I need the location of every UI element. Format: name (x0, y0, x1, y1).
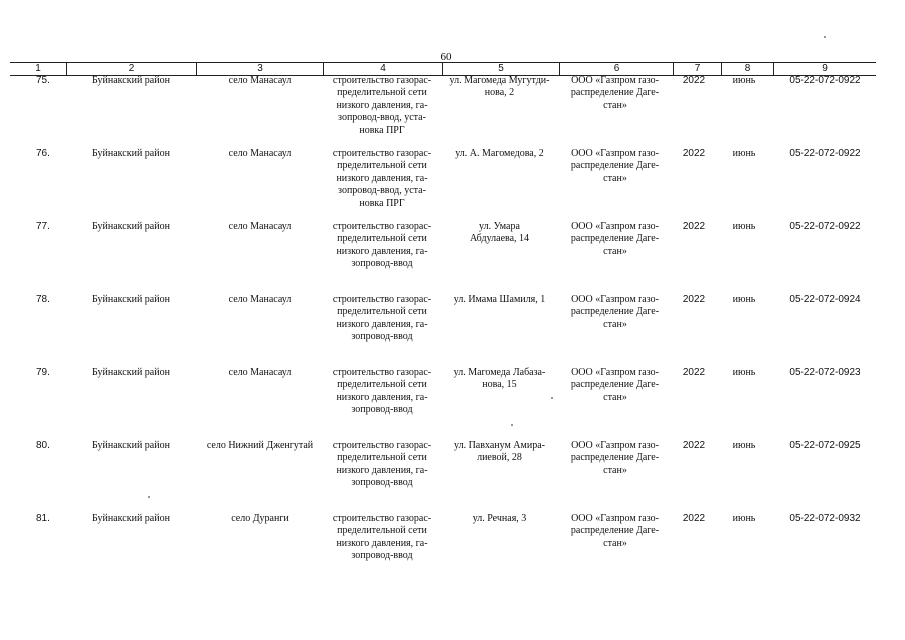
organization-line: распределение Даге- (570, 525, 660, 537)
organization-line: стан» (603, 172, 627, 184)
code-cell: 05-22-072-0932 (789, 513, 861, 524)
work-line: строительство газорас- (332, 221, 432, 232)
work-line: низкого давления, га- (336, 245, 428, 257)
table-row (10, 513, 876, 586)
organization-line: ООО «Газпром газо- (571, 148, 659, 159)
organization-cell (560, 75, 670, 112)
work-line: зопровод-ввод, уста- (338, 185, 426, 197)
work-line: зопровод-ввод (351, 550, 413, 562)
work-line: строительство газорас- (332, 75, 432, 86)
address-line: лиевой, 28 (477, 452, 522, 464)
settlement-cell: село Манасаул (228, 367, 292, 378)
row-number: 78. (36, 294, 50, 305)
organization-cell (560, 148, 670, 185)
code-cell: 05-22-072-0922 (789, 75, 861, 86)
address-cell (442, 440, 557, 465)
work-line: зопровод-ввод (351, 258, 413, 270)
district-cell: Буйнакский район (92, 440, 170, 451)
address-cell (442, 294, 557, 306)
organization-line: распределение Даге- (570, 452, 660, 464)
column-number-4: 4 (323, 63, 442, 75)
district-cell: Буйнакский район (92, 75, 170, 86)
organization-cell (560, 440, 670, 477)
scan-speck (511, 424, 513, 426)
table-row (10, 75, 876, 148)
address-line: ул. Магомеда Лабаза- (453, 367, 546, 378)
row-number: 81. (36, 513, 50, 524)
column-number-6: 6 (559, 63, 673, 75)
code-cell: 05-22-072-0925 (789, 440, 861, 451)
code-cell: 05-22-072-0922 (789, 148, 861, 159)
page-number: 60 (440, 51, 452, 63)
organization-line: распределение Даге- (570, 306, 660, 318)
organization-line: стан» (603, 537, 627, 549)
organization-cell (560, 513, 670, 550)
code-cell: 05-22-072-0923 (789, 367, 861, 378)
organization-cell (560, 294, 670, 331)
work-line: пределительной сети (337, 525, 427, 537)
settlement-cell: село Манасаул (228, 148, 292, 159)
work-line: низкого давления, га- (336, 172, 428, 184)
work-description-cell (323, 367, 441, 417)
code-cell: 05-22-072-0922 (789, 221, 861, 232)
organization-line: распределение Даге- (570, 160, 660, 172)
column-number-7: 7 (673, 63, 721, 75)
organization-line: распределение Даге- (570, 233, 660, 245)
work-line: новка ПРГ (359, 124, 405, 136)
district-cell: Буйнакский район (92, 367, 170, 378)
address-line: Абдулаева, 14 (469, 233, 530, 245)
work-line: низкого давления, га- (336, 99, 428, 111)
organization-line: стан» (603, 464, 627, 476)
table-row (10, 294, 876, 367)
work-line: зопровод-ввод (351, 477, 413, 489)
scan-speck (824, 36, 826, 38)
column-number-8: 8 (721, 63, 773, 75)
work-line: строительство газорас- (332, 367, 432, 378)
organization-line: ООО «Газпром газо- (571, 440, 659, 451)
scan-speck (148, 496, 150, 498)
organization-line: ООО «Газпром газо- (571, 75, 659, 86)
work-line: пределительной сети (337, 160, 427, 172)
district-cell: Буйнакский район (92, 148, 170, 159)
column-number-9: 9 (773, 63, 876, 75)
organization-line: ООО «Газпром газо- (571, 294, 659, 305)
work-line: зопровод-ввод (351, 331, 413, 343)
organization-cell (560, 367, 670, 404)
district-cell: Буйнакский район (92, 513, 170, 524)
address-line: нова, 2 (484, 87, 515, 99)
year-cell: 2022 (682, 221, 706, 232)
address-cell (442, 148, 557, 160)
work-line: низкого давления, га- (336, 537, 428, 549)
settlement-cell: село Нижний Дженгутай (206, 440, 314, 451)
address-line: нова, 15 (482, 379, 517, 391)
address-line: ул. Павханум Амира- (454, 440, 545, 451)
row-number: 79. (36, 367, 50, 378)
month-cell: июнь (732, 513, 756, 524)
organization-line: ООО «Газпром газо- (571, 513, 659, 524)
column-number-5: 5 (442, 63, 559, 75)
table-row (10, 221, 876, 294)
work-description-cell (323, 513, 441, 563)
code-cell: 05-22-072-0924 (789, 294, 861, 305)
work-line: зопровод-ввод, уста- (338, 112, 426, 124)
work-line: низкого давления, га- (336, 318, 428, 330)
work-line: пределительной сети (337, 233, 427, 245)
organization-line: стан» (603, 318, 627, 330)
organization-line: стан» (603, 99, 627, 111)
table-row (10, 367, 876, 440)
year-cell: 2022 (682, 440, 706, 451)
row-number: 76. (36, 148, 50, 159)
work-description-cell (323, 75, 441, 137)
row-number: 77. (36, 221, 50, 232)
settlement-cell: село Манасаул (228, 221, 292, 232)
month-cell: июнь (732, 294, 756, 305)
year-cell: 2022 (682, 513, 706, 524)
address-line: ул. Имама Шамиля, 1 (453, 294, 546, 305)
work-line: пределительной сети (337, 379, 427, 391)
address-cell (442, 513, 557, 525)
month-cell: июнь (732, 75, 756, 86)
organization-line: стан» (603, 245, 627, 257)
scan-speck (551, 397, 553, 399)
work-line: строительство газорас- (332, 440, 432, 451)
month-cell: июнь (732, 221, 756, 232)
work-line: пределительной сети (337, 306, 427, 318)
row-number: 80. (36, 440, 50, 451)
month-cell: июнь (732, 440, 756, 451)
address-cell (442, 75, 557, 100)
table-row (10, 148, 876, 221)
month-cell: июнь (732, 367, 756, 378)
work-line: зопровод-ввод (351, 404, 413, 416)
work-line: пределительной сети (337, 87, 427, 99)
settlement-cell: село Манасаул (228, 294, 292, 305)
address-cell (442, 367, 557, 392)
work-description-cell (323, 440, 441, 490)
organization-line: распределение Даге- (570, 379, 660, 391)
year-cell: 2022 (682, 148, 706, 159)
month-cell: июнь (732, 148, 756, 159)
address-line: ул. Магомеда Мугутди- (449, 75, 550, 86)
district-cell: Буйнакский район (92, 221, 170, 232)
organization-line: стан» (603, 391, 627, 403)
year-cell: 2022 (682, 294, 706, 305)
year-cell: 2022 (682, 367, 706, 378)
organization-line: ООО «Газпром газо- (571, 221, 659, 232)
column-number-2: 2 (66, 63, 196, 75)
work-line: строительство газорас- (332, 294, 432, 305)
work-description-cell (323, 294, 441, 344)
organization-line: распределение Даге- (570, 87, 660, 99)
column-number-header (10, 62, 876, 76)
address-cell (442, 221, 557, 246)
table-row (10, 440, 876, 513)
work-description-cell (323, 148, 441, 210)
column-number-1: 1 (35, 63, 41, 74)
work-line: низкого давления, га- (336, 391, 428, 403)
district-cell: Буйнакский район (92, 294, 170, 305)
work-line: новка ПРГ (359, 197, 405, 209)
work-line: низкого давления, га- (336, 464, 428, 476)
work-description-cell (323, 221, 441, 271)
organization-line: ООО «Газпром газо- (571, 367, 659, 378)
work-line: пределительной сети (337, 452, 427, 464)
work-line: строительство газорас- (332, 148, 432, 159)
settlement-cell: село Манасаул (228, 75, 292, 86)
address-line: ул. А. Магомедова, 2 (455, 148, 544, 159)
row-number: 75. (36, 75, 50, 86)
address-line: ул. Речная, 3 (472, 513, 527, 524)
address-line: ул. Умара (479, 221, 520, 232)
settlement-cell: село Дуранги (231, 513, 289, 524)
year-cell: 2022 (682, 75, 706, 86)
organization-cell (560, 221, 670, 258)
work-line: строительство газорас- (332, 513, 432, 524)
column-number-3: 3 (196, 63, 323, 75)
